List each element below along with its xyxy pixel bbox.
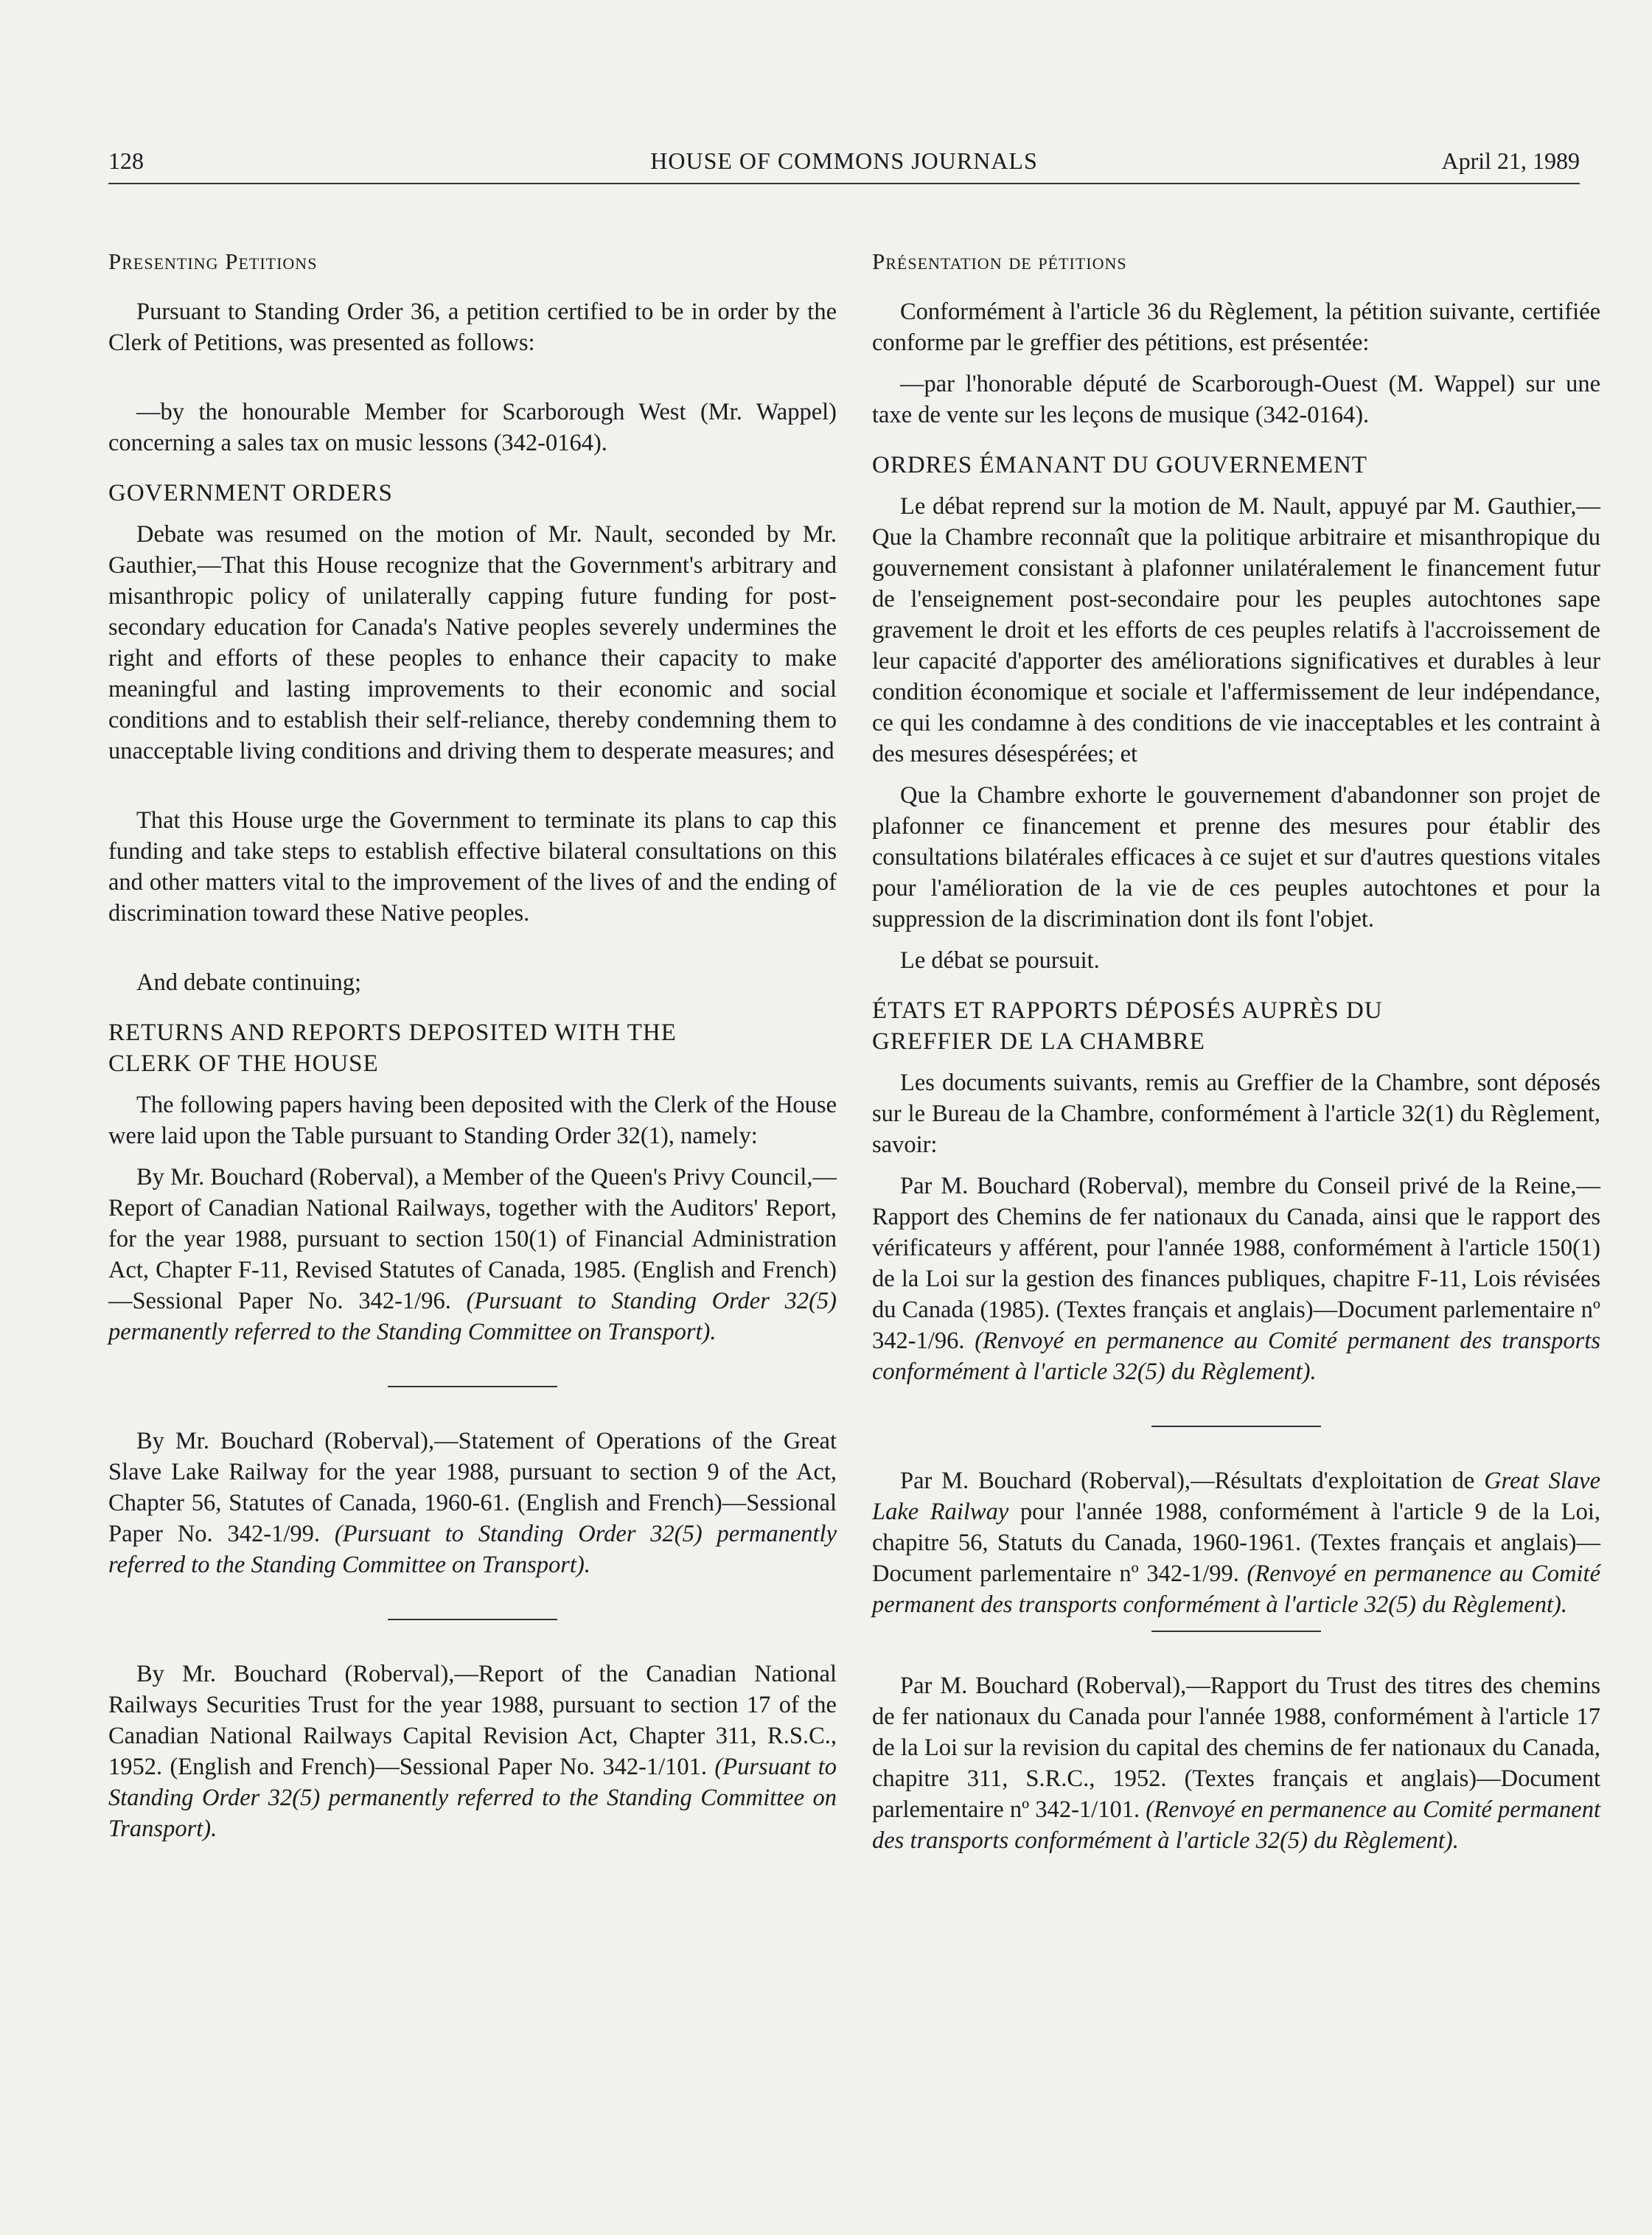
petition-item-fr: —par l'honorable député de Scarborough-Ouest (M. Wappel) sur une taxe de vente sur les leçons de musique (342-0164). — [872, 371, 1600, 428]
returns-intro: The following papers having been deposited with the Clerk of the House were laid upon the Table pursuant to Standing Order 32(1), namely: — [108, 1092, 837, 1149]
returns-heading-line2-fr: GREFFIER DE LA CHAMBRE — [872, 1028, 1205, 1055]
return-item-3-reference-fr: (Renvoyé en permanence au Comité permanent des transports conformément à l'article 32(5) du Règlement). — [872, 1796, 1601, 1854]
return-item-1-fr — [872, 1171, 1600, 1387]
petitions-heading: Presenting Petitions — [108, 248, 318, 274]
government-orders-heading-fr: ORDRES ÉMANANT DU GOUVERNEMENT — [872, 452, 1367, 478]
motion-paragraph-2: That this House urge the Government to terminate its plans to cap this funding and take steps to establish effective bilateral consultations on this and other matters vital to the improvement of the lives of and the ending of discrimination toward these Native peoples. — [108, 807, 837, 927]
motion-paragraph-2-fr: Que la Chambre exhorte le gouvernement d'abandonner son projet de plafonner ce financement et prenne des mesures pour établir des consultations bilatérales efficaces à ce sujet et sur d'autres questions vitales pour l'amélioration de la vie de ces peuples autochtones et pour la suppression de la discrimination dont ils font l'objet. — [872, 782, 1600, 932]
returns-heading-line1: RETURNS AND REPORTS DEPOSITED WITH THE — [108, 1019, 677, 1046]
government-orders-heading: GOVERNMENT ORDERS — [108, 480, 393, 506]
return-item-3-text: By Mr. Bouchard (Roberval),—Report of the Canadian National Railways Securities Trust for the year 1988, pursuant to section 17 of the Canadian National Railways Capital Revision Act, Chapter 311, R.S.C., 1952. (English and French)—Sessional Paper No. 342-1/101. — [108, 1661, 837, 1780]
petition-item: —by the honourable Member for Scarborough West (Mr. Wappel) concerning a sales tax on music lessons (342-0164). — [108, 399, 837, 456]
returns-intro-fr: Les documents suivants, remis au Greffier de la Chambre, sont déposés sur le Bureau de la Chambre, conformément à l'article 32(1) du Règlement, savoir: — [872, 1070, 1600, 1158]
return-item-2-reference: (Pursuant to Standing Order 32(5) permanently referred to the Standing Committee on Transport). — [108, 1521, 837, 1578]
journal-title: HOUSE OF COMMONS JOURNALS — [650, 147, 1038, 174]
debate-continuing-fr: Le débat se poursuit. — [900, 947, 1100, 974]
return-item-2-text-fr-2: pour l'année 1988, conformément à l'article 9 de la Loi, chapitre 56, Statuts du Canada, 1960-1961. (Textes français et anglais)—Document parlementaire nº 342-1/99. — [872, 1499, 1600, 1587]
return-item-2 — [108, 1426, 837, 1580]
page-number: 128 — [108, 147, 144, 174]
return-item-2-text: By Mr. Bouchard (Roberval),—Statement of Operations of the Great Slave Lake Railway for the year 1988, pursuant to section 9 of the Act, Chapter 56, Statutes of Canada, 1960-61. (English and French)—Sessional Paper No. 342-1/99. — [108, 1428, 837, 1547]
returns-heading-line1-fr: ÉTATS ET RAPPORTS DÉPOSÉS AUPRÈS DU — [872, 997, 1383, 1024]
return-item-3-reference: (Pursuant to Standing Order 32(5) permanently referred to the Standing Committee on Transport). — [108, 1754, 837, 1842]
return-item-1-text-fr: Par M. Bouchard (Roberval), membre du Conseil privé de la Reine,—Rapport des Chemins de fer nationaux du Canada, ainsi que le rapport des vérificateurs y afférent, pour l'année 1988, conformément à l'article 150(1) de la Loi sur la gestion des finances publiques, chapitre F-11, Lois révisées du Canada (1985). (Textes français et anglais)—Document parlementaire nº 342-1/96. — [872, 1173, 1600, 1354]
petitions-heading-fr: Présentation de pétitions — [872, 248, 1127, 274]
debate-continuing: And debate continuing; — [136, 969, 362, 996]
return-item-1-text: By Mr. Bouchard (Roberval), a Member of the Queen's Privy Council,—Report of Canadian National Railways, together with the Auditors' Report, for the year 1988, pursuant to section 150(1) of Financial Administration Act, Chapter F-11, Revised Statutes of Canada, 1985. (English and French)—Sessional Paper No. 342-1/96. — [108, 1164, 837, 1314]
petitions-intro-fr: Conformément à l'article 36 du Règlement, la pétition suivante, certifiée conforme par le greffier des pétitions, est présentée: — [872, 299, 1600, 356]
return-item-2-reference-fr: (Renvoyé en permanence au Comité permanent des transports conformément à l'article 32(5) du Règlement). — [872, 1561, 1601, 1618]
return-item-1-reference: (Pursuant to Standing Order 32(5) permanently referred to the Standing Committee on Transport). — [108, 1288, 837, 1345]
return-item-1 — [108, 1162, 837, 1347]
page-header — [108, 144, 1580, 184]
return-item-2-text-fr-1: Par M. Bouchard (Roberval),—Résultats d'exploitation de — [900, 1468, 1475, 1494]
motion-paragraph-1-fr: Le débat reprend sur la motion de M. Nault, appuyé par M. Gauthier,—Que la Chambre reconnaît que la politique arbitraire et misanthropique du gouvernement consistant à plafonner unilatéralement le financement futur de l'enseignement post-secondaire pour les peuples autochtones sape gravement le droit et les efforts de ces peuples relatifs à l'accroissement de leur capacité d'apporter des améliorations significatives et durables à leur condition économique et sociale et l'affermissement de leur indépendance, ce qui les condamne à des conditions de vie inacceptables et les contraint à des mesures désespérées; et — [872, 493, 1600, 767]
return-item-3 — [108, 1659, 837, 1844]
journal-date: April 21, 1989 — [1441, 147, 1580, 174]
return-item-2-fr — [872, 1465, 1600, 1620]
return-item-1-reference-fr: (Renvoyé en permanence au Comité permanent des transports conformément à l'article 32(5) du Règlement). — [872, 1328, 1600, 1385]
railway-name: Great Slave Lake Railway — [872, 1468, 1600, 1525]
petitions-intro: Pursuant to Standing Order 36, a petition certified to be in order by the Clerk of Petitions, was presented as follows: — [108, 299, 837, 356]
return-item-3-fr — [872, 1670, 1600, 1856]
english-column — [108, 246, 837, 1844]
return-item-3-text-fr: Par M. Bouchard (Roberval),—Rapport du Trust des titres des chemins de fer nationaux du Canada pour l'année 1988, conformément à l'article 17 de la Loi sur la revision du capital des chemins de fer nationaux du Canada, chapitre 311, S.R.C., 1952. (Textes français et anglais)—Document parlementaire nº 342-1/101. — [872, 1673, 1600, 1823]
motion-paragraph-1: Debate was resumed on the motion of Mr. Nault, seconded by Mr. Gauthier,—That this House recognize that the Government's arbitrary and misanthropic policy of unilaterally capping future funding for post-secondary education for Canada's Native peoples severely undermines the right and efforts of these peoples to enhance their capacity to make meaningful and lasting improvements to their economic and social conditions and to establish their self-reliance, thereby condemning them to unacceptable living conditions and driving them to desperate measures; and — [108, 521, 837, 764]
returns-heading-line2: CLERK OF THE HOUSE — [108, 1050, 379, 1077]
french-column — [872, 246, 1600, 1856]
